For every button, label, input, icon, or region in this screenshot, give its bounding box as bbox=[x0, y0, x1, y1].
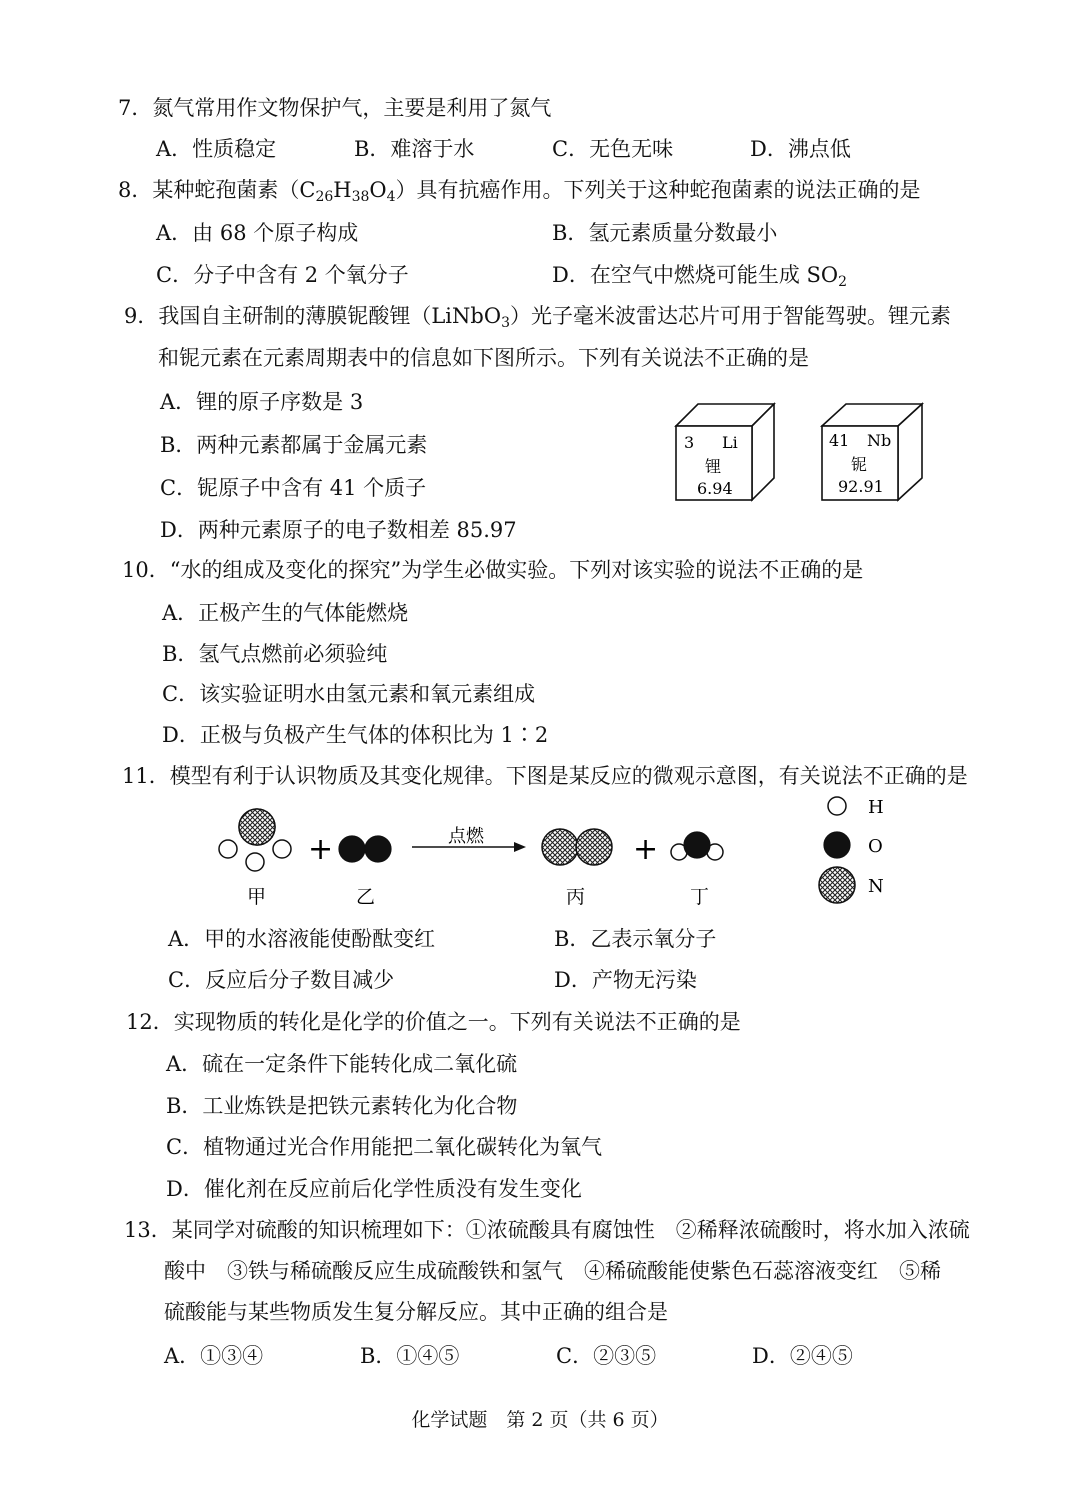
q10-stem: 10．“水的组成及变化的探究”为学生必做实验。下列对该实验的说法不正确的是 bbox=[122, 558, 864, 582]
q11-option-d: D．产物无污染 bbox=[554, 968, 697, 992]
label-yi: 乙 bbox=[356, 886, 376, 908]
label-bing: 丙 bbox=[566, 886, 586, 908]
legend-hydrogen: H bbox=[868, 797, 884, 818]
q9-option-a: A．锂的原子序数是 3 bbox=[160, 390, 364, 414]
niobium-card bbox=[822, 404, 922, 500]
q11-stem: 11．模型有利于认识物质及其变化规律。下图是某反应的微观示意图，有关说法不正确的是 bbox=[122, 764, 968, 788]
lithium-atomic-mass: 6.94 bbox=[697, 479, 733, 498]
lithium-name: 锂 bbox=[705, 457, 722, 476]
q8-option-d: D．在空气中燃烧可能生成 $SO_2$ bbox=[552, 263, 848, 290]
q10-option-c: C．该实验证明水由氢元素和氧元素组成 bbox=[162, 682, 536, 706]
q12-option-d: D．催化剂在反应前后化学性质没有发生变化 bbox=[166, 1177, 582, 1201]
atom-legend bbox=[819, 797, 884, 903]
q7-option-b: B．难溶于水 bbox=[354, 137, 475, 161]
lithium-atomic-number: 3 bbox=[684, 433, 695, 452]
plus-sign: + bbox=[308, 832, 334, 867]
q9-option-d: D．两种元素原子的电子数相差 85.97 bbox=[160, 518, 517, 542]
legend-oxygen: O bbox=[868, 836, 883, 857]
q10-option-d: D．正极与负极产生气体的体积比为 1∶2 bbox=[162, 723, 549, 747]
reaction-condition: 点燃 bbox=[448, 826, 484, 847]
molecule-ding-water bbox=[671, 832, 723, 860]
q7-option-c: C．无色无味 bbox=[552, 137, 674, 161]
q8-option-a: A．由 68 个原子构成 bbox=[156, 221, 359, 245]
plus-sign: + bbox=[633, 832, 659, 867]
niobium-symbol: Nb bbox=[867, 431, 892, 450]
q9-option-c: C．铌原子中含有 41 个质子 bbox=[160, 476, 427, 500]
q11-option-a: A．甲的水溶液能使酚酞变红 bbox=[168, 927, 436, 951]
q12-option-c: C．植物通过光合作用能把二氧化碳转化为氧气 bbox=[166, 1135, 603, 1159]
lithium-symbol: Li bbox=[722, 433, 738, 452]
q9-stem-line2: 和铌元素在元素周期表中的信息如下图所示。下列有关说法不正确的是 bbox=[158, 346, 809, 370]
molecule-jia-ammonia bbox=[219, 809, 291, 871]
q11-option-c: C．反应后分子数目减少 bbox=[168, 968, 395, 992]
q10-option-a: A．正极产生的气体能燃烧 bbox=[162, 601, 409, 625]
niobium-atomic-mass: 92.91 bbox=[838, 477, 884, 496]
q7-stem: 7．氮气常用作文物保护气，主要是利用了氮气 bbox=[118, 96, 552, 120]
q7-option-a: A．性质稳定 bbox=[156, 137, 277, 161]
element-cards-figure bbox=[670, 400, 940, 510]
q13-stem-line2: 酸中 ③铁与稀硫酸反应生成硫酸铁和氢气 ④稀硫酸能使紫色石蕊溶液变红 ⑤稀 bbox=[164, 1259, 941, 1283]
q8-stem: 8．某种蛇孢菌素$(C_{26}H_{38}O_4)$具有抗癌作用。下列关于这种蛇孢菌素的说法正确的是 bbox=[118, 178, 921, 205]
lithium-card bbox=[676, 404, 774, 500]
niobium-name: 铌 bbox=[851, 455, 868, 474]
page-footer: 化学试题 第 2 页（共 6 页） bbox=[411, 1409, 669, 1431]
q10-option-b: B．氢气点燃前必须验纯 bbox=[162, 642, 388, 666]
q13-option-d: D．②④⑤ bbox=[752, 1344, 853, 1368]
label-jia: 甲 bbox=[247, 886, 267, 908]
q11-option-b: B．乙表示氧分子 bbox=[554, 927, 717, 951]
molecule-yi-oxygen bbox=[339, 836, 391, 862]
q12-option-a: A．硫在一定条件下能转化成二氧化硫 bbox=[166, 1052, 518, 1076]
q12-stem: 12．实现物质的转化是化学的价值之一。下列有关说法不正确的是 bbox=[126, 1010, 741, 1034]
q8-option-c: C．分子中含有 2 个氧分子 bbox=[156, 263, 409, 287]
q7-option-d: D．沸点低 bbox=[750, 137, 851, 161]
q12-option-b: B．工业炼铁是把铁元素转化为化合物 bbox=[166, 1094, 518, 1118]
q13-option-b: B．①④⑤ bbox=[360, 1344, 460, 1368]
legend-nitrogen: N bbox=[868, 876, 884, 897]
molecule-bing-nitrogen bbox=[542, 829, 612, 865]
q13-option-a: A．①③④ bbox=[164, 1344, 264, 1368]
q8-option-b: B．氢元素质量分数最小 bbox=[552, 221, 778, 245]
q13-option-c: C．②③⑤ bbox=[556, 1344, 657, 1368]
label-ding: 丁 bbox=[690, 886, 710, 908]
q9-stem-line1: 9．我国自主研制的薄膜铌酸锂（LiNbO$_3$）光子毫米波雷达芯片可用于智能驾驶。锂元素 bbox=[124, 304, 951, 331]
q13-stem-line3: 硫酸能与某些物质发生复分解反应。其中正确的组合是 bbox=[164, 1300, 668, 1324]
reaction-micro-diagram bbox=[200, 790, 940, 915]
q9-option-b: B．两种元素都属于金属元素 bbox=[160, 433, 428, 457]
niobium-atomic-number: 41 bbox=[829, 431, 850, 450]
q13-stem-line1: 13．某同学对硫酸的知识梳理如下：①浓硫酸具有腐蚀性 ②稀释浓硫酸时，将水加入浓硫 bbox=[124, 1218, 970, 1242]
